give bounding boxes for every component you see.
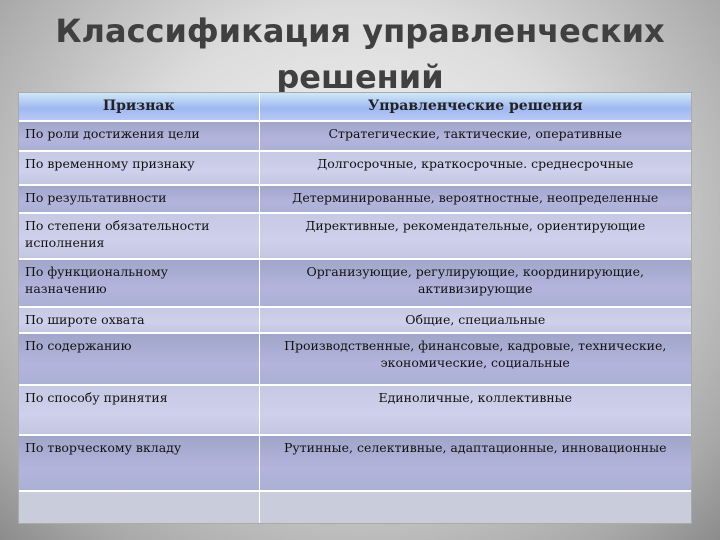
decisions-cell: Рутинные, селективные, адаптационные, инновационные	[259, 435, 691, 491]
header-criterion: Признак	[102, 98, 175, 114]
decisions-cell: Детерминированные, вероятностные, неопределенные	[259, 185, 691, 213]
criterion-cell: По роли достижения цели	[19, 121, 259, 151]
page-title: Классификация управленческих решений	[55, 12, 665, 96]
criterion-cell: По степени обязательности исполнения	[19, 213, 259, 259]
criterion-cell: По содержанию	[19, 333, 259, 385]
decisions-cell: Стратегические, тактические, оперативные	[259, 121, 691, 151]
empty-cell	[259, 491, 691, 523]
table-row	[19, 121, 691, 151]
classification-table	[18, 92, 692, 524]
table-row	[19, 259, 691, 307]
table-row	[19, 435, 691, 491]
empty-table-row	[19, 491, 691, 523]
table-row	[19, 213, 691, 259]
empty-cell	[19, 491, 259, 523]
decisions-cell: Производственные, финансовые, кадровые, технические, экономические, социальные	[259, 333, 691, 385]
criterion-cell: По широте охвата	[19, 307, 259, 333]
criterion-cell: По результативности	[19, 185, 259, 213]
decisions-cell: Долгосрочные, краткосрочные. среднесрочные	[259, 151, 691, 185]
table-header-row	[19, 93, 691, 121]
table-row	[19, 151, 691, 185]
header-decisions: Управленческие решения	[259, 93, 691, 121]
decisions-cell: Директивные, рекомендательные, ориентирующие	[259, 213, 691, 259]
table-row	[19, 185, 691, 213]
criterion-cell: По функциональному назначению	[19, 259, 259, 307]
decisions-cell: Единоличные, коллективные	[259, 385, 691, 435]
table-row	[19, 333, 691, 385]
table-row	[19, 385, 691, 435]
criterion-cell: По способу принятия	[19, 385, 259, 435]
decisions-cell: Организующие, регулирующие, координирующие, активизирующие	[259, 259, 691, 307]
criterion-cell: По творческому вкладу	[19, 435, 259, 491]
table-row	[19, 307, 691, 333]
decisions-cell: Общие, специальные	[259, 307, 691, 333]
criterion-cell: По временному признаку	[19, 151, 259, 185]
